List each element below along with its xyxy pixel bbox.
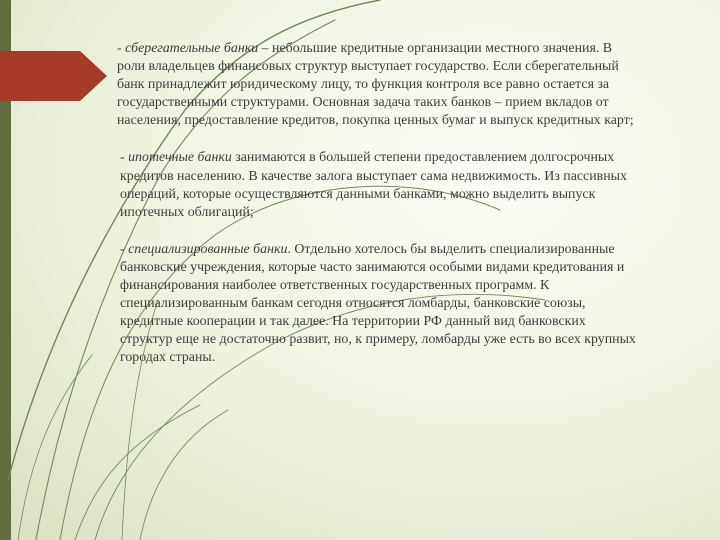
- term-mortgage-banks: ипотечные банки: [128, 150, 232, 166]
- paragraph-mortgage-banks-text: занимаются в большей степени предоставлением долгосрочных кредитов населению. В качестве залога выступает сама недвижимость. Из пассивных операций, которые осуществляются данными банками, можно выделить выпуск ипотечных облигаций;: [120, 150, 627, 220]
- term-specialized-banks: специализированные банки: [128, 241, 288, 257]
- red-pennant-arrow-icon: [0, 51, 110, 101]
- paragraph-dash: -: [117, 41, 126, 56]
- paragraph-dash: -: [120, 241, 129, 257]
- term-savings-banks: сберегательные банки: [125, 41, 259, 56]
- paragraph-mortgage-banks: [117, 149, 637, 221]
- paragraph-savings-banks: [117, 40, 637, 130]
- paragraph-specialized-banks-text: . Отдельно хотелось бы выделить специализированные банковские учреждения, которые часто занимаются особыми видами кредитования и финансирования наиболее ответственных государственных программ. К специализированным банкам сегодня относятся ломбарды, банковские союзы, кредитные кооперации и так далее. На территории РФ данный вид банковских структур еще не достаточно развит, но, к примеру, ломбарды уже есть во всех крупных городах страны.: [120, 241, 636, 366]
- paragraph-savings-banks-text: – небольшие кредитные организации местного значения. В роли владельцев финансовых структур выступает государство. Если сберегательный банк принадлежит юридическому лицу, то функция контроля все равно остается за государственными структурами. Основная задача таких банков – прием вкладов от населения, предоставление кредитов, покупка ценных бумаг и выпуск кредитных карт;: [117, 41, 634, 129]
- body-text: [117, 40, 637, 368]
- paragraph-dash: -: [120, 150, 129, 166]
- paragraph-specialized-banks: [117, 241, 637, 368]
